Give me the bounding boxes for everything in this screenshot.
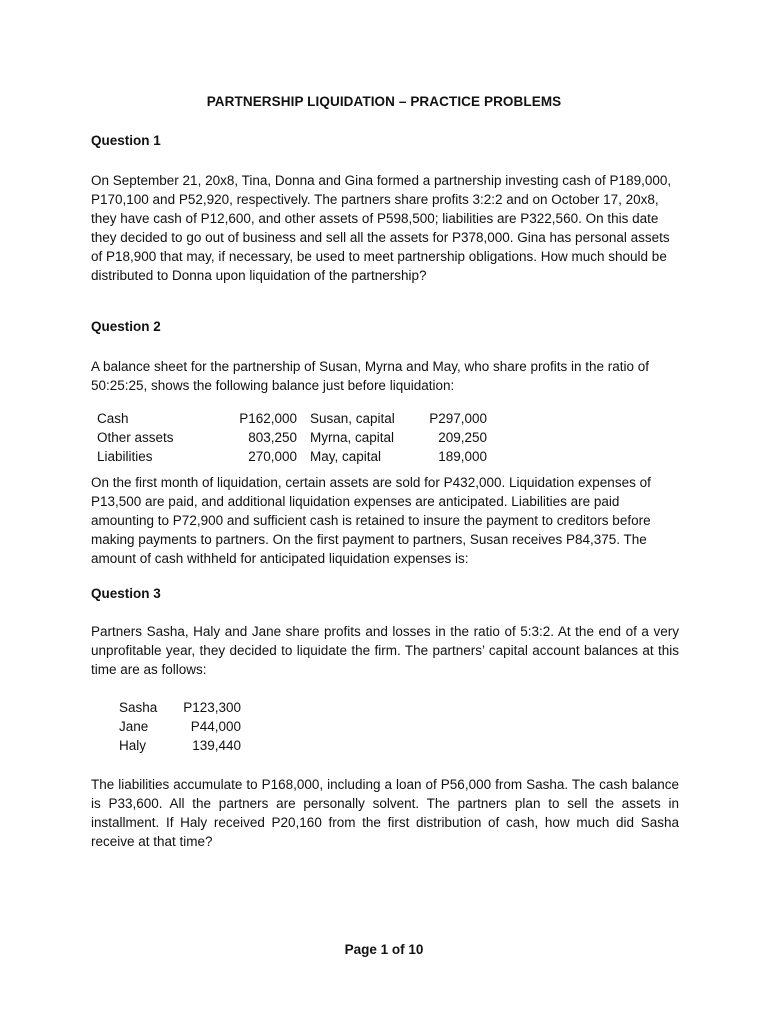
table-row <box>97 409 517 428</box>
capital-value: 189,000 <box>438 449 487 464</box>
question-3-text: The liabilities accumulate to P168,000, including a loan of P56,000 from Sasha. The cash balance is P33,600. All the partners are personally solvent. The partners plan to sell the assets in installment. If Haly received P20,160 from the first distribution of cash, how much did Sasha receive at that time? <box>91 777 679 849</box>
page-number: Page 1 of 10 <box>344 942 424 957</box>
question-3-heading: Question 3 <box>91 586 161 601</box>
partner-capital: 139,440 <box>192 738 241 753</box>
table-row <box>97 447 517 466</box>
capital-value: 209,250 <box>438 430 487 445</box>
question-2-body <box>91 473 679 568</box>
table-row <box>97 428 517 447</box>
table-row <box>119 736 259 755</box>
partner-name: Jane <box>119 719 149 734</box>
asset-label: Other assets <box>97 430 174 445</box>
asset-label: Liabilities <box>97 449 153 464</box>
question-3-intro-text: Partners Sasha, Haly and Jane share profits and losses in the ratio of 5:3:2. At the end of a very unprofitable year, they decided to liquidate the firm. The partners’ capital account balances at this time are as follows: <box>91 624 679 677</box>
asset-label: Cash <box>97 411 129 426</box>
question-3-intro <box>91 622 679 679</box>
question-2-heading: Question 2 <box>91 319 161 334</box>
question-1-text: On September 21, 20x8, Tina, Donna and Gina formed a partnership investing cash of P189,000, P170,100 and P52,920, respectively. The partners share profits 3:2:2 and on October 17, 20x8, they have cash of P12,600, and other assets of P598,500; liabilities are P322,560. On this date they decided to go out of business and sell all the assets for P378,000. Gina has personal assets of P18,900 that may, if necessary, be used to meet partnership obligations. How much should be distributed to Donna upon liquidation of the partnership? <box>91 173 672 283</box>
partner-capital: P44,000 <box>190 719 241 734</box>
balance-sheet-table <box>97 409 517 466</box>
question-1-heading: Question 1 <box>91 133 161 148</box>
question-2-intro-text: A balance sheet for the partnership of Susan, Myrna and May, who share profits in the ratio of 50:25:25, shows the following balance just before liquidation: <box>91 359 650 393</box>
question-3-body <box>91 775 679 851</box>
table-row <box>119 717 259 736</box>
partner-name: Haly <box>119 738 147 753</box>
document-title: PARTNERSHIP LIQUIDATION – PRACTICE PROBLEMS <box>206 94 562 109</box>
capital-label: Susan, capital <box>310 411 395 426</box>
question-2-text: On the first month of liquidation, certain assets are sold for P432,000. Liquidation expenses of P13,500 are paid, and additional liquidation expenses are anticipated. Liabilities are paid amounting to P72,900 and sufficient cash is retained to insure the payment to creditors before making payments to partners. On the first payment to partners, Susan receives P84,375. The amount of cash withheld for anticipated liquidation expenses is: <box>91 475 651 566</box>
question-1-body <box>91 171 679 285</box>
capital-label: May, capital <box>310 449 382 464</box>
partner-name: Sasha <box>119 700 158 715</box>
capital-value: P297,000 <box>429 411 487 426</box>
table-row <box>119 698 259 717</box>
capital-balances-table <box>119 698 259 755</box>
question-2-intro <box>91 357 679 395</box>
asset-value: 270,000 <box>248 449 297 464</box>
partner-capital: P123,300 <box>183 700 241 715</box>
asset-value: 803,250 <box>248 430 297 445</box>
asset-value: P162,000 <box>239 411 297 426</box>
capital-label: Myrna, capital <box>310 430 395 445</box>
